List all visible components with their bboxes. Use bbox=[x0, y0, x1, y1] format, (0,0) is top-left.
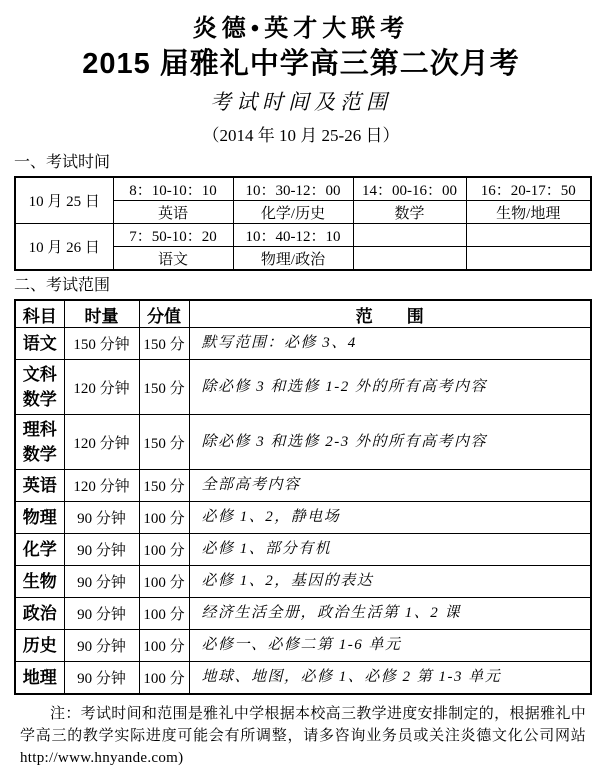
table-row bbox=[15, 502, 591, 534]
scope-cell: 必修 1、2，基因的表达 bbox=[189, 566, 591, 598]
table-row bbox=[15, 630, 591, 662]
subject-cell bbox=[466, 247, 591, 271]
table-row bbox=[15, 415, 591, 470]
scope-cell: 地球、地图，必修 1、必修 2 第 1-3 单元 bbox=[189, 662, 591, 695]
table-header-row bbox=[15, 300, 591, 328]
score-cell: 150 分 bbox=[139, 415, 189, 470]
time-slot-cell: 7：50-10：20 bbox=[113, 224, 233, 247]
score-cell: 150 分 bbox=[139, 470, 189, 502]
column-header-score: 分值 bbox=[139, 300, 189, 328]
scope-cell: 必修 1、部分有机 bbox=[189, 534, 591, 566]
duration-cell: 120 分钟 bbox=[64, 470, 139, 502]
subject-cell: 历史 bbox=[15, 630, 64, 662]
main-title: 2015 届雅礼中学高三第二次月考 bbox=[82, 48, 520, 80]
duration-cell: 90 分钟 bbox=[64, 566, 139, 598]
score-cell: 100 分 bbox=[139, 662, 189, 695]
subject-cell: 语文 bbox=[15, 328, 64, 360]
subject-cell: 文科数学 bbox=[15, 360, 64, 415]
table-row bbox=[15, 662, 591, 695]
time-slot-cell: 14：00-16：00 bbox=[353, 177, 466, 201]
subject-cell: 数学 bbox=[353, 201, 466, 224]
subject-cell: 物理/政治 bbox=[233, 247, 353, 271]
time-slot-cell: 16：20-17：50 bbox=[466, 177, 591, 201]
time-slot-cell bbox=[353, 224, 466, 247]
footnote: 注：考试时间和范围是雅礼中学根据本校高三教学进度安排制定的，根据雅礼中学高三的教学实际进度可能会有所调整，请多咨询业务员或关注炎德文化公司网站http://www.hnyande.com) bbox=[20, 706, 586, 766]
table-row bbox=[15, 534, 591, 566]
table-row bbox=[15, 224, 591, 247]
time-slot-cell bbox=[466, 224, 591, 247]
subject-cell: 政治 bbox=[15, 598, 64, 630]
score-cell: 100 分 bbox=[139, 534, 189, 566]
subject-cell: 化学/历史 bbox=[233, 201, 353, 224]
scope-cell: 除必修 3 和选修 2-3 外的所有高考内容 bbox=[189, 415, 591, 470]
exam-time-table bbox=[14, 176, 592, 271]
score-cell: 150 分 bbox=[139, 328, 189, 360]
table-row bbox=[15, 328, 591, 360]
table-row bbox=[15, 598, 591, 630]
duration-cell: 90 分钟 bbox=[64, 630, 139, 662]
section-heading-exam-scope: 二、考试范围 bbox=[14, 277, 111, 294]
subject-cell: 英语 bbox=[15, 470, 64, 502]
subtitle: 考试时间及范围 bbox=[210, 90, 392, 114]
score-cell: 100 分 bbox=[139, 566, 189, 598]
duration-cell: 90 分钟 bbox=[64, 662, 139, 695]
time-slot-cell: 10：40-12：10 bbox=[233, 224, 353, 247]
table-row bbox=[15, 566, 591, 598]
brand-title: 炎德•英才大联考 bbox=[192, 16, 410, 42]
scope-cell: 经济生活全册，政治生活第 1、2 课 bbox=[189, 598, 591, 630]
exam-date-cell: 10 月 25 日 bbox=[15, 177, 113, 224]
duration-cell: 90 分钟 bbox=[64, 502, 139, 534]
duration-cell: 90 分钟 bbox=[64, 598, 139, 630]
column-header-subject: 科目 bbox=[15, 300, 64, 328]
scope-cell: 必修一、必修二第 1-6 单元 bbox=[189, 630, 591, 662]
subject-cell: 地理 bbox=[15, 662, 64, 695]
subject-cell: 语文 bbox=[113, 247, 233, 271]
exam-scope-table bbox=[14, 299, 592, 695]
subject-cell: 化学 bbox=[15, 534, 64, 566]
score-cell: 150 分 bbox=[139, 360, 189, 415]
exam-date-range: （2014 年 10 月 25-26 日） bbox=[202, 126, 400, 145]
subject-cell: 理科数学 bbox=[15, 415, 64, 470]
table-row bbox=[15, 360, 591, 415]
scope-cell: 除必修 3 和选修 1-2 外的所有高考内容 bbox=[189, 360, 591, 415]
table-row bbox=[15, 470, 591, 502]
subject-cell bbox=[353, 247, 466, 271]
scope-cell: 全部高考内容 bbox=[189, 470, 591, 502]
table-row bbox=[15, 177, 591, 201]
subject-cell: 生物/地理 bbox=[466, 201, 591, 224]
section-heading-exam-time: 一、考试时间 bbox=[14, 154, 111, 171]
column-header-scope: 范 围 bbox=[189, 300, 591, 328]
subject-cell: 英语 bbox=[113, 201, 233, 224]
time-slot-cell: 8：10-10：10 bbox=[113, 177, 233, 201]
subject-cell: 生物 bbox=[15, 566, 64, 598]
column-header-duration: 时量 bbox=[64, 300, 139, 328]
duration-cell: 150 分钟 bbox=[64, 328, 139, 360]
duration-cell: 120 分钟 bbox=[64, 415, 139, 470]
scope-cell: 默写范围：必修 3、4 bbox=[189, 328, 591, 360]
score-cell: 100 分 bbox=[139, 502, 189, 534]
duration-cell: 90 分钟 bbox=[64, 534, 139, 566]
duration-cell: 120 分钟 bbox=[64, 360, 139, 415]
score-cell: 100 分 bbox=[139, 598, 189, 630]
exam-date-cell: 10 月 26 日 bbox=[15, 224, 113, 271]
scope-cell: 必修 1、2，静电场 bbox=[189, 502, 591, 534]
score-cell: 100 分 bbox=[139, 630, 189, 662]
time-slot-cell: 10：30-12：00 bbox=[233, 177, 353, 201]
subject-cell: 物理 bbox=[15, 502, 64, 534]
